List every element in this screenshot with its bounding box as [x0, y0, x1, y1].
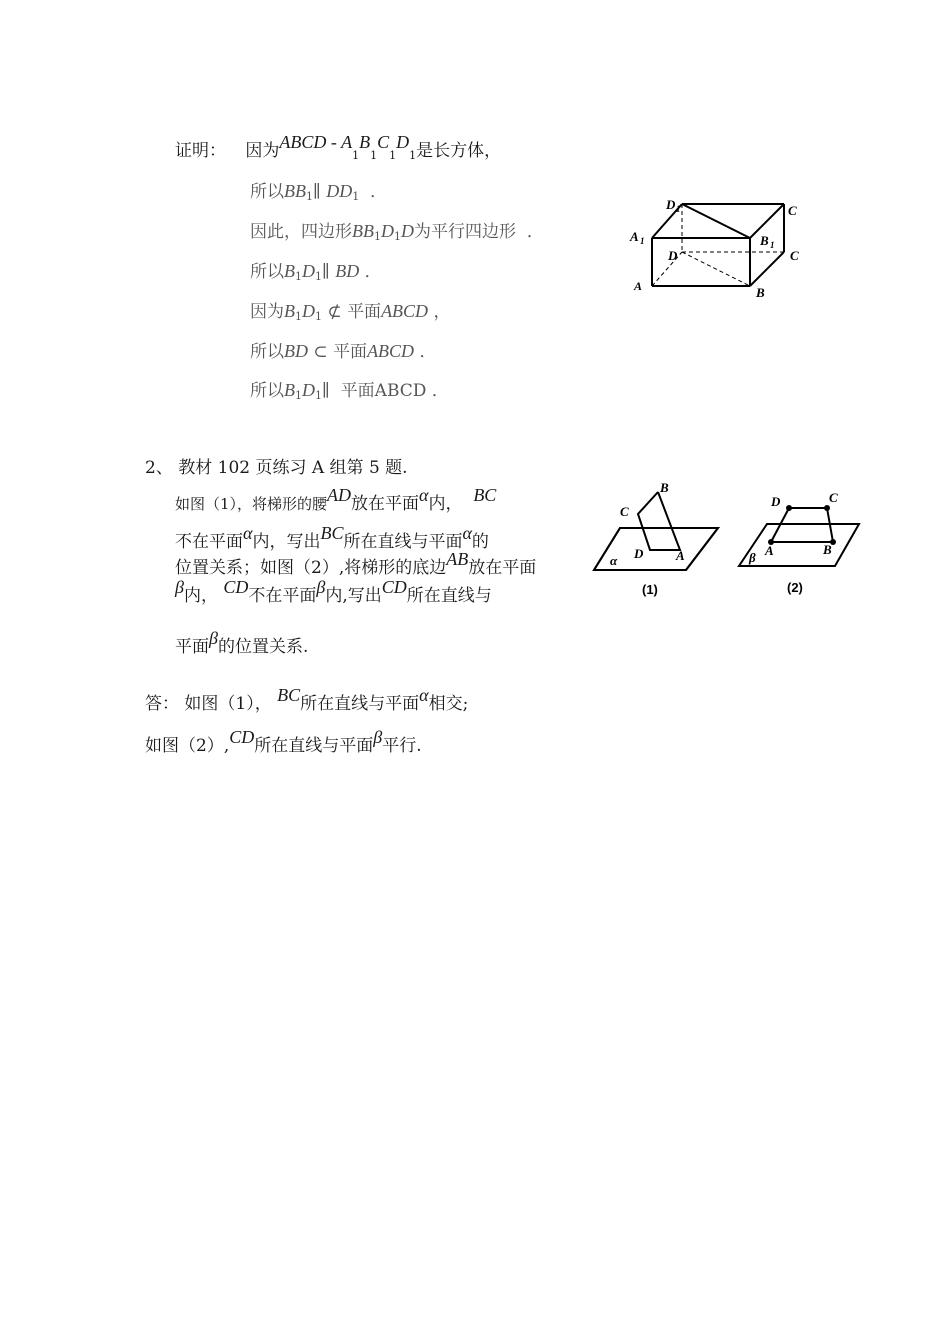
- label-B1: B: [760, 233, 769, 248]
- q2-text-line-3: 位置关系；如图（2）,将梯形的底边AB放在平面: [175, 549, 537, 578]
- label-C1: C: [788, 203, 797, 218]
- proof-label: 证明：: [175, 141, 226, 161]
- label-A: A: [634, 279, 643, 293]
- figure-2-plane-beta: [735, 478, 865, 603]
- q2-text-line-1: 如图（1），将梯形的腰AD放在平面α内， BC: [175, 485, 497, 514]
- fig2-label-A: A: [765, 543, 774, 558]
- label-D: D: [668, 248, 678, 263]
- fig1-label-C: C: [620, 504, 629, 519]
- svg-text:1: 1: [770, 240, 775, 250]
- proof-line-5: 因为B1D1 ⊄ 平面ABCD ，: [250, 301, 451, 323]
- fig1-label-alpha: α: [610, 553, 618, 568]
- label-D1: D: [666, 197, 676, 212]
- fig1-label-B: B: [660, 480, 669, 495]
- proof-line-4: 所以B1D1∥ BD ．: [250, 261, 382, 283]
- proof-line-7: 所以B1D1∥ 平面ABCD ．: [250, 380, 449, 402]
- cuboid-figure: [620, 190, 820, 305]
- q2-text-line-2: 不在平面α内，写出BC所在直线与平面α的: [175, 523, 489, 552]
- svg-text:1: 1: [676, 204, 681, 214]
- q2-text-line-4: β内， CD不在平面β内,写出CD所在直线与: [175, 577, 492, 606]
- answer-line-1: 答： 如图（1）， BC所在直线与平面α相交;: [145, 685, 469, 714]
- fig2-caption: (2): [787, 580, 803, 595]
- fig2-label-B: B: [823, 542, 832, 557]
- proof-line-1: 证明： 因为ABCD - A1B1C1D1是长方体，: [175, 132, 502, 162]
- figure-1-plane-alpha: [590, 478, 730, 603]
- fig2-label-C: C: [829, 490, 838, 505]
- answer-line-2: 如图（2）,CD所在直线与平面β平行.: [145, 727, 422, 756]
- q2-text-line-5: 平面β的位置关系.: [175, 628, 309, 657]
- proof-line-3: 因此，四边形BB1D1D为平行四边形 ．: [250, 221, 544, 243]
- proof-line-6: 所以BD ⊂ 平面ABCD ．: [250, 341, 437, 362]
- label-A1: A: [630, 229, 639, 244]
- svg-text:1: 1: [640, 236, 645, 246]
- fig2-label-D: D: [771, 494, 781, 509]
- proof-line-2: 所以BB1∥ DD1 ．: [250, 181, 388, 203]
- fig1-label-D: D: [634, 546, 644, 561]
- label-C: C: [790, 248, 799, 263]
- fig1-caption: (1): [642, 582, 658, 597]
- fig2-label-beta: β: [749, 550, 756, 565]
- fig1-label-A: A: [676, 548, 685, 563]
- label-B: B: [756, 285, 765, 300]
- question-2-heading: 2、 教材 102 页练习 A 组第 5 题.: [145, 458, 408, 478]
